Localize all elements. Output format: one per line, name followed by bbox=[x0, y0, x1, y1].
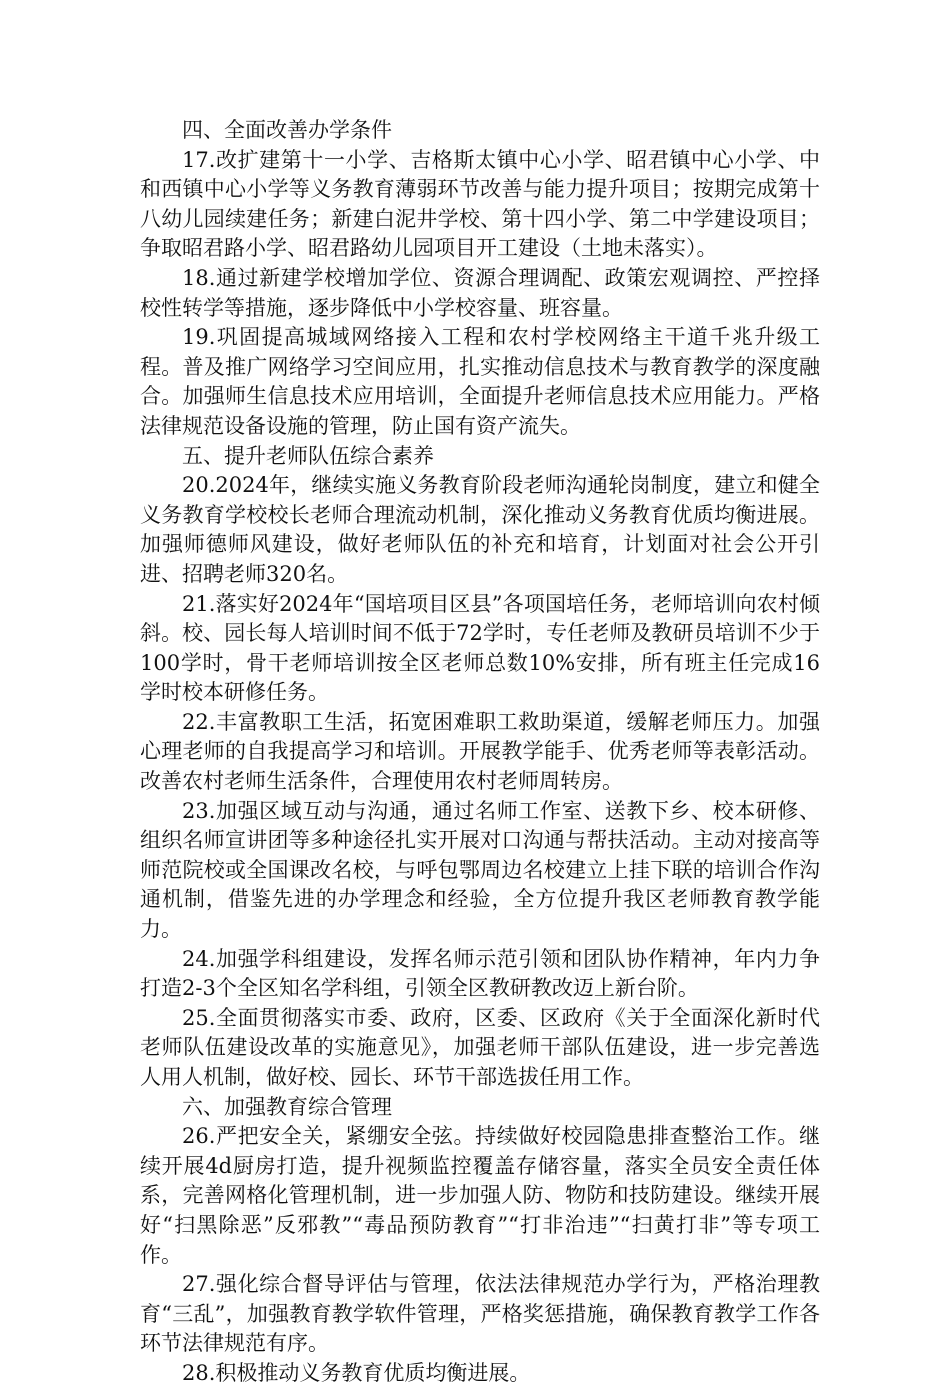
section-heading-5: 五、提升老师队伍综合素养 bbox=[182, 443, 434, 468]
paragraph-28: 28.积极推动义务教育优质均衡进展。 bbox=[182, 1360, 531, 1385]
paragraph-18: 18.通过新建学校增加学位、资源合理调配、政策宏观调控、严控择校性转学等措施，逐步降低中小学校容量、班容量。 bbox=[140, 265, 820, 320]
paragraph-20: 20.2024年，继续实施义务教育阶段老师沟通轮岗制度，建立和健全义务教育学校校长老师合理流动机制，深化推动义务教育优质均衡进展。加强师德师风建设，做好老师队伍的补充和培育，计划面对社会公开引进、招聘老师320名。 bbox=[140, 473, 820, 586]
section-heading-4: 四、全面改善办学条件 bbox=[182, 118, 392, 142]
document-body bbox=[140, 116, 820, 1389]
section-heading-6: 六、加强教育综合管理 bbox=[182, 1094, 392, 1119]
paragraph-23: 23.加强区域互动与沟通，通过名师工作室、送教下乡、校本研修、组织名师宣讲团等多种途径扎实开展对口沟通与帮扶活动。主动对接高等师范院校或全国课改名校，与呼包鄂周边名校建立上挂下联的培训合作沟通机制，借鉴先进的办学理念和经验，全方位提升我区老师教育教学能力。 bbox=[140, 798, 820, 942]
paragraph-24: 24.加强学科组建设，发挥名师示范引领和团队协作精神，年内力争打造2-3个全区知名学科组，引领全区教研教改迈上新台阶。 bbox=[140, 946, 820, 1001]
paragraph-19: 19.巩固提高城域网络接入工程和农村学校网络主干道千兆升级工程。普及推广网络学习空间应用，扎实推动信息技术与教育教学的深度融合。加强师生信息技术应用培训，全面提升老师信息技术应用能力。严格法律规范设备设施的管理，防止国有资产流失。 bbox=[140, 325, 820, 438]
paragraph-22: 22.丰富教职工生活，拓宽困难职工救助渠道，缓解老师压力。加强心理老师的自我提高学习和培训。开展教学能手、优秀老师等表彰活动。改善农村老师生活条件，合理使用农村老师周转房。 bbox=[140, 709, 820, 794]
paragraph-21: 21.落实好2024年“国培项目区县”各项国培任务，老师培训向农村倾斜。校、园长每人培训时间不低于72学时，专任老师及教研员培训不少于100学时，骨干老师培训按全区老师总数10%安排，所有班主任完成16学时校本研修任务。 bbox=[140, 591, 820, 705]
paragraph-27: 27.强化综合督导评估与管理，依法法律规范办学行为，严格治理教育“三乱”，加强教育教学软件管理，严格奖惩措施，确保教育教学工作各环节法律规范有序。 bbox=[140, 1272, 820, 1356]
paragraph-25: 25.全面贯彻落实市委、政府，区委、区政府《关于全面深化新时代老师队伍建设改革的实施意见》，加强老师干部队伍建设，进一步完善选人用人机制，做好校、园长、环节干部选拔任用工作。 bbox=[140, 1005, 820, 1089]
paragraph-26: 26.严把安全关，紧绷安全弦。持续做好校园隐患排查整治工作。继续开展4d厨房打造，提升视频监控覆盖存储容量，落实全员安全责任体系，完善网格化管理机制，进一步加强人防、物防和技防建设。继续开展好“扫黑除恶”反邪教”“毒品预防教育”“打非治违”“扫黄打非”等专项工作。 bbox=[140, 1124, 820, 1267]
paragraph-17: 17.改扩建第十一小学、吉格斯太镇中心小学、昭君镇中心小学、中和西镇中心小学等义务教育薄弱环节改善与能力提升项目；按期完成第十八幼儿园续建任务；新建白泥井学校、第十四小学、第二中学建设项目；争取昭君路小学、昭君路幼儿园项目开工建设（土地未落实）。 bbox=[140, 147, 820, 261]
